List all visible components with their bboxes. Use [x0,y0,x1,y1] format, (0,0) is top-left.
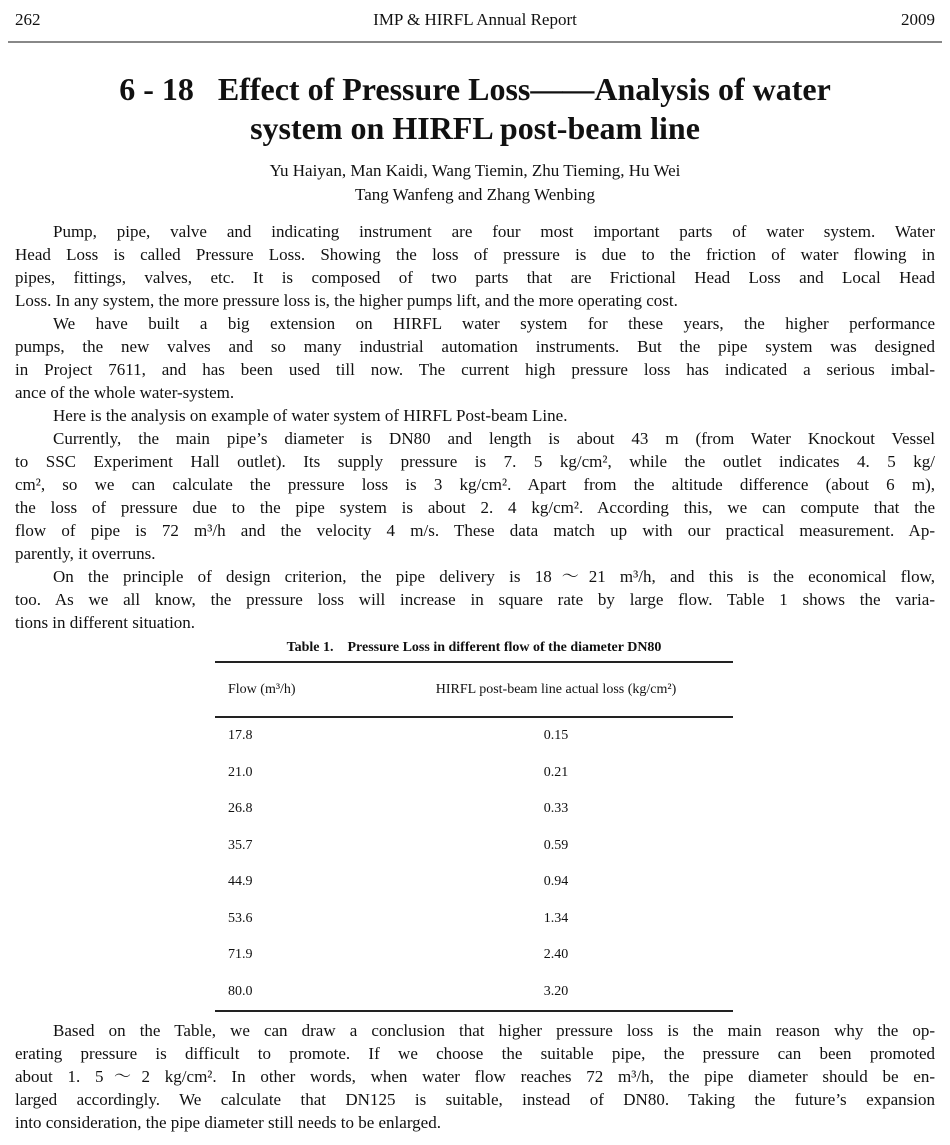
text-line: flow of pipe is 72 m³/h and the velocity 4 m/s. These data match up with our practical measurement. Ap- [15,521,935,540]
text-line: Here is the analysis on example of water system of HIRFL Post-beam Line. [53,406,568,425]
table-header-row [215,662,733,717]
flow-cell: 17.8 [228,728,253,744]
loss-cell: 2.40 [543,947,569,963]
text-line: Loss. In any system, the more pressure loss is, the higher pumps lift, and the more operating cost. [15,291,678,310]
paragraph [15,312,935,404]
text-line: pipes, fittings, valves, etc. It is composed of two parts that are Frictional Head Loss and Local Head [15,268,935,287]
table-row [215,791,733,828]
article-title [0,70,950,148]
text-line: about 1. 5～2 kg/cm². In other words, when water flow reaches 72 m³/h, the pipe diameter should be en- [15,1067,935,1086]
text-line: the loss of pressure due to the pipe system is about 2. 4 kg/cm². According this, we can compute that the [15,498,935,517]
table-row [215,755,733,792]
body-text-before-table [15,220,935,634]
table-row [215,937,733,974]
loss-cell: 0.59 [543,837,569,853]
author-list [0,159,950,207]
text-line: parently, it overruns. [15,544,156,563]
paragraph [15,565,935,634]
loss-cell: 0.21 [543,764,569,780]
text-line: into consideration, the pipe diameter still needs to be enlarged. [15,1113,441,1132]
paragraph [15,1019,935,1134]
running-header: IMP & HIRFL Annual Report [373,10,577,29]
text-line: We have built a big extension on HIRFL water system for these years, the higher performance [53,314,935,333]
text-line: On the principle of design criterion, the pipe delivery is 18～21 m³/h, and this is the economical flow, [53,567,935,586]
pressure-loss-table [215,661,733,1012]
flow-cell: 26.8 [228,801,253,817]
text-line: larged accordingly. We calculate that DN125 is suitable, instead of DN80. Taking the future’s expansion [15,1090,935,1109]
authors-line-2: Tang Wanfeng and Zhang Wenbing [355,185,595,204]
text-line: Pump, pipe, valve and indicating instrument are four most important parts of water system. Water [53,222,935,241]
flow-cell: 71.9 [228,947,253,963]
paragraph [15,404,935,427]
column-header-loss: HIRFL post-beam line actual loss (kg/cm²) [435,681,677,697]
table-row [215,828,733,865]
body-text-after-table [15,1019,935,1134]
text-line: ance of the whole water-system. [15,383,235,402]
table-row [215,901,733,938]
text-line: Head Loss is called Pressure Loss. Showing the loss of pressure is due to the friction of water flowing in [15,245,935,264]
text-line: in Project 7611, and has been used till now. The current high pressure loss has indicated a serious imbal- [15,360,935,379]
authors-line-1: Yu Haiyan, Man Kaidi, Wang Tiemin, Zhu Tieming, Hu Wei [269,161,681,180]
column-header-flow: Flow (m³/h) [228,681,296,697]
text-line: erating pressure is difficult to promote. If we choose the suitable pipe, the pressure can been promoted [15,1044,935,1063]
header-year: 2009 [901,10,935,29]
text-line: pumps, the new valves and so many industrial automation instruments. But the pipe system was designed [15,337,935,356]
table-row [215,864,733,901]
text-line: too. As we all know, the pressure loss will increase in square rate by large flow. Table 1 shows the varia- [15,590,935,609]
text-line: to SSC Experiment Hall outlet). Its supply pressure is 7. 5 kg/cm², while the outlet indicates 4. 5 kg/ [15,452,935,471]
flow-cell: 53.6 [228,910,253,926]
page-number: 262 [15,10,41,29]
paragraph [15,427,935,565]
loss-cell: 1.34 [543,910,569,926]
loss-cell: 0.15 [543,728,569,744]
loss-cell: 0.33 [543,801,569,817]
text-line: Based on the Table, we can draw a conclusion that higher pressure loss is the main reason why the op- [53,1021,935,1040]
flow-cell: 80.0 [228,983,253,999]
loss-cell: 0.94 [543,874,569,890]
title-line-2: system on HIRFL post-beam line [250,110,700,146]
table-caption: Table 1. Pressure Loss in different flow of the diameter DN80 [286,640,662,655]
loss-cell: 3.20 [543,983,569,999]
table-row [215,974,733,1012]
flow-cell: 44.9 [228,874,253,890]
text-line: Currently, the main pipe’s diameter is DN80 and length is about 43 m (from Water Knockout Vessel [53,429,935,448]
text-line: cm², so we can calculate the pressure loss is 3 kg/cm². Apart from the altitude difference (about 6 m), [15,475,935,494]
text-line: tions in different situation. [15,613,196,632]
flow-cell: 35.7 [228,837,253,853]
header-rule [8,41,942,43]
flow-cell: 21.0 [228,764,253,780]
title-line-1: 6 - 18 Effect of Pressure Loss——Analysis of water [119,71,831,107]
paragraph [15,220,935,312]
table-row [215,717,733,755]
